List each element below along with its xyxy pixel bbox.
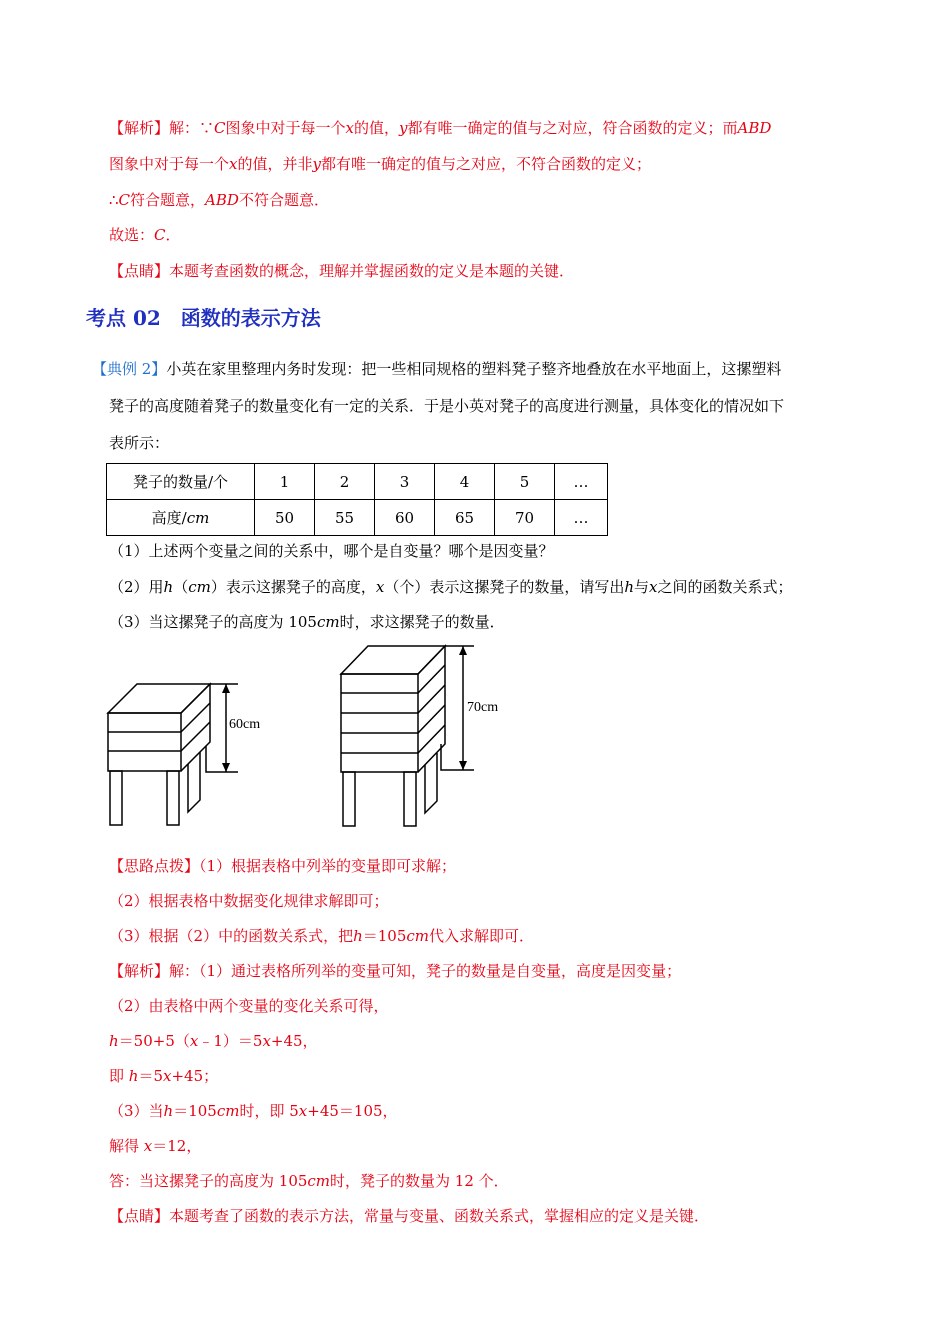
solution-line-6: 解得 x＝12， [109,1137,202,1155]
solution-line-2: （2）由表格中两个变量的变化关系可得， [109,997,389,1015]
question-2: （2）用h（cm）表示这摞凳子的高度，x（个）表示这摞凳子的数量，请写出h与x之间的函数关系式； [109,578,793,596]
analysis-comment: 【点睛】本题考查函数的概念，理解并掌握函数的定义是本题的关键． [109,262,575,280]
example-line-1: 【典例 2】小英在家里整理内务时发现：把一些相同规格的塑料凳子整齐地叠放在水平地面上，这摞塑料 [92,360,782,378]
arrow-down-icon [222,763,230,772]
solution-comment: 【点睛】本题考查了函数的表示方法，常量与变量、函数关系式，掌握相应的定义是关键． [109,1207,710,1225]
arrow-up-icon [459,646,467,655]
section-heading: 考点 02 函数的表示方法 [86,306,321,330]
table-cell: … [555,500,608,536]
example-line-3: 表所示： [109,434,170,452]
table-cell: 50 [255,500,315,536]
height-label-left: 60cm [229,717,261,732]
hint-line-1: 【思路点拨】（1）根据表格中列举的变量即可求解； [109,857,457,875]
stool-stack-large [341,646,474,826]
analysis-tag: 【解析】 [109,119,170,137]
table-cell: … [555,464,608,500]
table-cell: 60 [375,500,435,536]
table-cell: 70 [495,500,555,536]
analysis-line-1: 【解析】解：∵C图象中对于每一个x的值，y都有唯一确定的值与之对应，符合函数的定义；而ABD [109,119,772,137]
table-row [107,464,608,500]
hint-line-3: （3）根据（2）中的函数关系式，把h＝105cm代入求解即可． [109,927,535,945]
question-1: （1）上述两个变量之间的关系中，哪个是自变量？哪个是因变量？ [109,542,554,560]
arrow-down-icon [459,761,467,770]
table-cell: 3 [375,464,435,500]
table-cell: 4 [435,464,495,500]
table-cell: 1 [255,464,315,500]
solution-line-1: 【解析】解：（1）通过表格所列举的变量可知，凳子的数量是自变量，高度是因变量； [109,962,682,980]
analysis-answer: 故选：C． [109,226,181,244]
example-line-2: 凳子的高度随着凳子的数量变化有一定的关系．于是小英对凳子的高度进行测量，具体变化的情况如下 [109,397,785,415]
solution-line-3: h＝50+5（x﹣1）＝5x+45， [109,1032,318,1050]
height-label-right: 70cm [467,700,499,715]
data-table [106,463,608,536]
table-row [107,500,608,536]
table-cell: 55 [315,500,375,536]
analysis-line-3: ∴C符合题意，ABD不符合题意． [109,191,329,209]
question-3: （3）当这摞凳子的高度为 105cm时，求这摞凳子的数量． [109,613,505,631]
solution-line-5: （3）当h＝105cm时，即 5x+45＝105， [109,1102,398,1120]
table-cell: 65 [435,500,495,536]
table-cell: 2 [315,464,375,500]
solution-tag: 【解析】 [109,962,170,980]
stool-stack-small [108,684,238,825]
table-header-height: 高度/cm [107,500,255,536]
table-header-count: 凳子的数量/个 [107,464,255,500]
solution-answer: 答：当这摞凳子的高度为 105cm时，凳子的数量为 12 个． [109,1172,509,1190]
solution-line-4: 即 h＝5x+45； [109,1067,219,1085]
example-tag: 【典例 2】 [92,360,167,378]
arrow-up-icon [222,684,230,693]
stool-stack-figure [100,640,520,835]
table-cell: 5 [495,464,555,500]
analysis-line-2: 图象中对于每一个x的值，并非y都有唯一确定的值与之对应，不符合函数的定义； [109,155,651,173]
hint-line-2: （2）根据表格中数据变化规律求解即可； [109,892,389,910]
hint-tag: 【思路点拨】 [109,857,200,875]
